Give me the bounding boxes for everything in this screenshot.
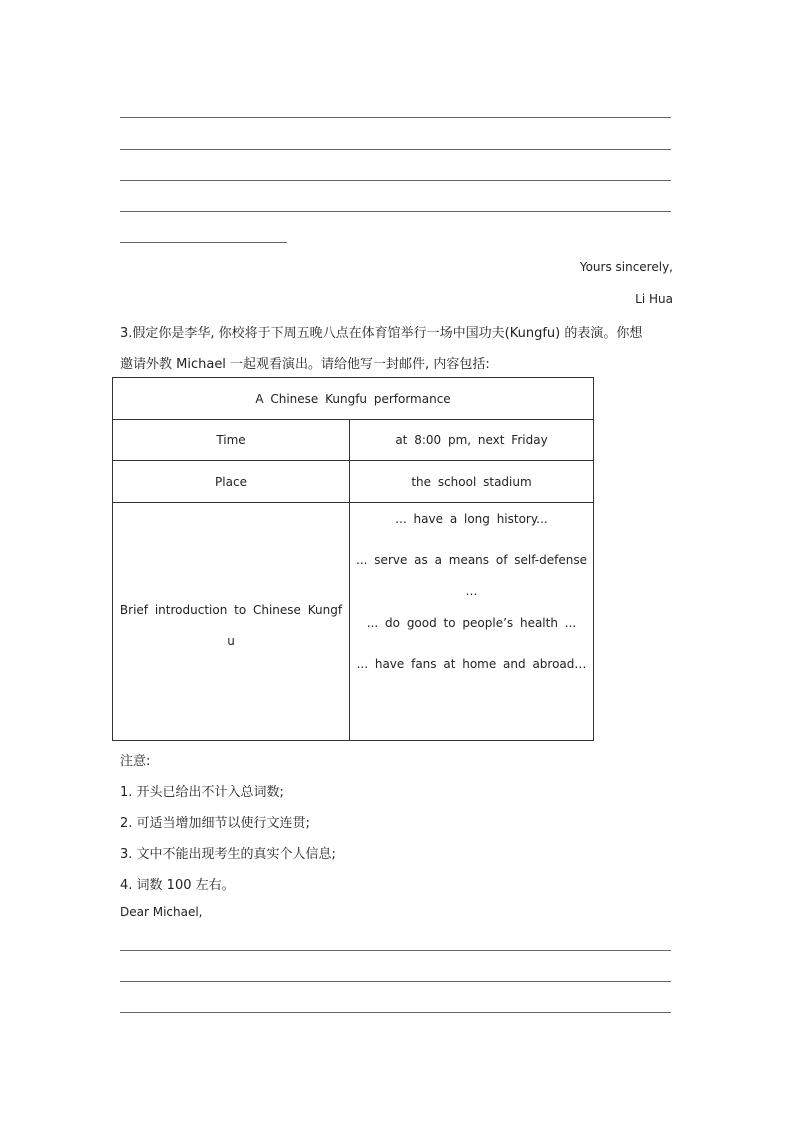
writing-line[interactable] <box>120 149 671 150</box>
intro-point: … <box>465 584 478 598</box>
table-title: A Chinese Kungfu performance <box>113 378 594 420</box>
intro-point: ... do good to people’s health ... <box>366 616 577 630</box>
row-label-time: Time <box>113 420 350 461</box>
note-item: 4. 词数 100 左右。 <box>120 878 235 893</box>
salutation: Dear Michael, <box>120 905 203 919</box>
intro-point: ... have fans at home and abroad… <box>356 657 587 671</box>
writing-line[interactable] <box>120 180 671 181</box>
row-value-time: at 8:00 pm, next Friday <box>350 420 594 461</box>
row-value-intro <box>350 503 594 741</box>
writing-line[interactable] <box>120 211 671 212</box>
note-item: 1. 开头已给出不计入总词数; <box>120 785 284 800</box>
writing-line[interactable] <box>120 981 671 982</box>
table-row <box>113 420 594 461</box>
row-value-place: the school stadium <box>350 461 594 503</box>
prompt-line-1: 3.假定你是李华, 你校将于下周五晚八点在体育馆举行一场中国功夫(Kungfu) 的表演。你想 <box>120 326 643 341</box>
row-label-intro <box>113 503 350 741</box>
note-item: 2. 可适当增加细节以使行文连贯; <box>120 816 310 831</box>
info-table <box>112 377 594 741</box>
intro-label-part-1: Brief introduction to Chinese Kungf <box>119 603 343 617</box>
row-label-place: Place <box>113 461 350 503</box>
closing-text: Yours sincerely, <box>579 260 673 274</box>
table-row <box>113 503 594 741</box>
prompt-line-2: 邀请外教 Michael 一起观看演出。请给他写一封邮件, 内容包括: <box>120 357 490 372</box>
intro-point: ... have a long history... <box>395 512 548 526</box>
note-item: 3. 文中不能出现考生的真实个人信息; <box>120 847 336 862</box>
writing-line-short[interactable] <box>120 242 287 243</box>
signature-name: Li Hua <box>635 292 673 306</box>
intro-label-part-2: u <box>227 634 235 648</box>
intro-point: ... serve as a means of self-defense <box>356 553 587 567</box>
notes-heading: 注意: <box>120 754 151 769</box>
table-row <box>113 461 594 503</box>
writing-line[interactable] <box>120 950 671 951</box>
writing-line[interactable] <box>120 117 671 118</box>
writing-line[interactable] <box>120 1012 671 1013</box>
